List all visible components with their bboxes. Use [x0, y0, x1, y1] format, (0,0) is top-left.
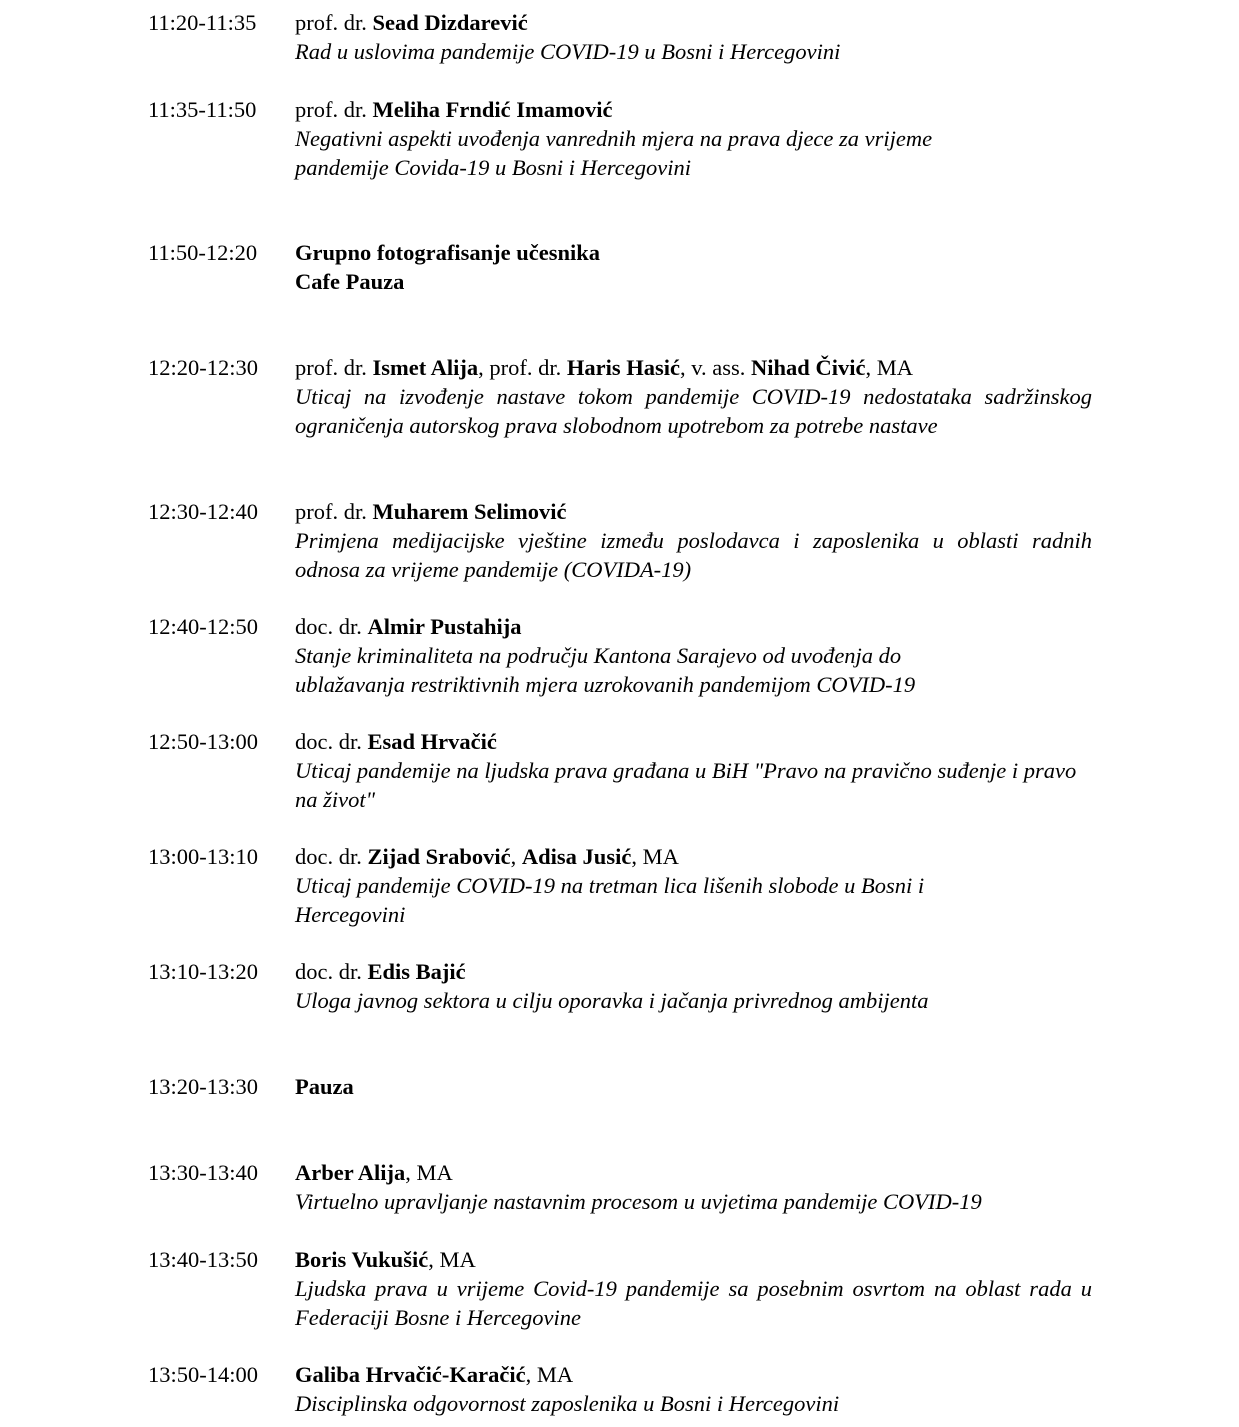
speaker-name: Edis Bajić: [367, 959, 466, 984]
speaker-degree: , MA: [428, 1247, 476, 1272]
group-photo-label: Grupno fotografisanje učesnika: [295, 240, 601, 265]
speaker-title: doc. dr.: [295, 959, 368, 984]
speaker-name: Boris Vukušić: [295, 1247, 429, 1272]
entry-content: [295, 1360, 1092, 1418]
time-slot: 13:10-13:20: [148, 959, 258, 984]
speaker-separator: ,: [478, 355, 490, 380]
entry-content: [295, 842, 1092, 929]
speaker-line: [295, 497, 1092, 526]
speaker-name: Sead Dizdarević: [372, 10, 528, 35]
speaker-name: Galiba Hrvačić-Karačić: [295, 1362, 526, 1387]
presentation-title: Uloga javnog sektora u cilju oporavka i jačanja privrednog ambijenta: [295, 988, 929, 1013]
time-slot: 13:20-13:30: [148, 1074, 258, 1099]
time-slot: 13:50-14:00: [148, 1362, 258, 1387]
time-slot: 11:35-11:50: [148, 97, 257, 122]
speaker-name: Ismet Alija: [372, 355, 479, 380]
entry-content: [295, 8, 1092, 66]
presentation-title: Uticaj na izvođenje nastave tokom pandemije COVID-19 nedostataka sadržinskog ograničenja autorskog prava slobodnom upotrebom za potrebe nastave: [295, 384, 1092, 438]
presentation-title: Stanje kriminaliteta na području Kantona Sarajevo od uvođenja do ublažavanja restriktivnih mjera uzrokovanih pandemijom COVID-19: [295, 643, 916, 697]
speaker-name: Nihad Čivić: [751, 355, 866, 380]
speaker-name: Meliha Frndić Imamović: [372, 97, 613, 122]
entry-content: [295, 957, 1092, 1015]
speaker-title: doc. dr.: [295, 844, 368, 869]
speaker-degree: , MA: [405, 1160, 453, 1185]
time-slot: 13:00-13:10: [148, 844, 258, 869]
time-slot: 11:20-11:35: [148, 10, 257, 35]
presentation-title: Uticaj pandemije na ljudska prava građana u BiH "Pravo na pravično suđenje i pravo na život": [295, 758, 1077, 812]
speaker-title: prof. dr.: [295, 355, 373, 380]
entry-content: [295, 1158, 1092, 1216]
speaker-line: [295, 353, 1092, 382]
speaker-name: Arber Alija: [295, 1160, 406, 1185]
presentation-title: Primjena medijacijske vještine između poslodavca i zaposlenika u oblasti radnih odnosa za vrijeme pandemije (COVIDA-19): [295, 528, 1092, 582]
coffee-break-label: Cafe Pauza: [295, 269, 405, 294]
presentation-title: Uticaj pandemije COVID-19 na tretman lica lišenih slobode u Bosni i Hercegovini: [295, 873, 925, 927]
speaker-separator: ,: [510, 844, 522, 869]
presentation-title: Disciplinska odgovornost zaposlenika u Bosni i Hercegovini: [295, 1391, 840, 1416]
speaker-line: [295, 957, 1092, 986]
entry-content: [295, 1245, 1092, 1332]
time-slot: 11:50-12:20: [148, 240, 258, 265]
speaker-name: Adisa Jusić: [521, 844, 632, 869]
speaker-title: prof. dr.: [295, 499, 373, 524]
speaker-degree: , MA: [525, 1362, 574, 1387]
speaker-name: Muharem Selimović: [372, 499, 567, 524]
presentation-title: Rad u uslovima pandemije COVID-19 u Bosni i Hercegovini: [295, 39, 841, 64]
speaker-separator: ,: [680, 355, 692, 380]
speaker-degree: , MA: [865, 355, 913, 380]
speaker-line: [295, 842, 1092, 871]
entry-content: [295, 238, 1092, 296]
speaker-title: prof. dr.: [295, 97, 373, 122]
speaker-line: [295, 612, 1092, 641]
break-label: Pauza: [295, 1074, 354, 1099]
time-slot: 13:30-13:40: [148, 1160, 258, 1185]
time-slot: 12:20-12:30: [148, 355, 258, 380]
entry-content: [295, 727, 1092, 814]
speaker-name: Zijad Srabović: [367, 844, 511, 869]
time-slot: 12:50-13:00: [148, 729, 258, 754]
speaker-name: Almir Pustahija: [367, 614, 522, 639]
presentation-title: Virtuelno upravljanje nastavnim procesom u uvjetima pandemije COVID-19: [295, 1189, 982, 1214]
speaker-title: doc. dr.: [295, 729, 368, 754]
speaker-line: [295, 95, 1092, 124]
speaker-name: Haris Hasić: [566, 355, 680, 380]
entry-content: [295, 612, 1092, 699]
time-slot: 12:30-12:40: [148, 499, 258, 524]
presentation-title: Ljudska prava u vrijeme Covid-19 pandemije sa posebnim osvrtom na oblast rada u Federaciji Bosne i Hercegovine: [295, 1276, 1092, 1330]
speaker-title: prof. dr.: [489, 355, 567, 380]
entry-content: [295, 353, 1092, 440]
speaker-title: doc. dr.: [295, 614, 368, 639]
entry-content: [295, 95, 1092, 182]
speaker-line: [295, 1158, 1092, 1187]
speaker-line: [295, 1245, 1092, 1274]
time-slot: 13:40-13:50: [148, 1247, 258, 1272]
time-slot: 12:40-12:50: [148, 614, 258, 639]
speaker-title: v. ass.: [691, 355, 752, 380]
speaker-name: Esad Hrvačić: [367, 729, 497, 754]
entry-content: [295, 497, 1092, 584]
speaker-line: [295, 727, 1092, 756]
speaker-title: prof. dr.: [295, 10, 373, 35]
speaker-line: [295, 8, 1092, 37]
entry-content: [295, 1072, 1092, 1101]
presentation-title: Negativni aspekti uvođenja vanrednih mjera na prava djece za vrijeme pandemije Covida-19 u Bosni i Hercegovini: [295, 126, 933, 180]
speaker-degree: , MA: [631, 844, 679, 869]
speaker-line: [295, 1360, 1092, 1389]
